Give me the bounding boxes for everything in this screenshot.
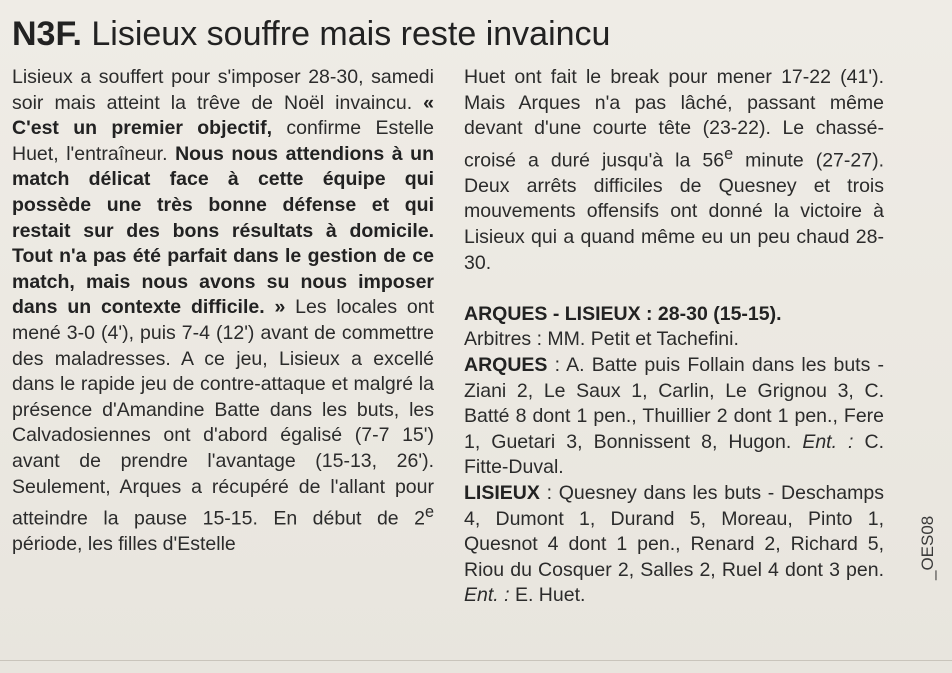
lisieux-lineup (464, 481, 884, 609)
score-line: ARQUES - LISIEUX : 28-30 (15-15). (464, 302, 782, 325)
article-body-right (464, 65, 884, 276)
arques-coach: C. Fitte-Duval. (464, 430, 884, 479)
arques-lineup (464, 353, 884, 481)
coach-label: Ent. : (464, 584, 510, 607)
paragraph-gap (464, 276, 884, 302)
ordinal-suffix: e (724, 144, 734, 163)
match-narrative: Les locales ont mené 3-0 (4'), puis 7-4 (12') avant de commettre des maladresses. A ce jeu, Lisieux a excellé dans le rapide jeu de contre-attaque et malgré la présence d'Amandine Batte dans les buts, les Calvadosiennes ont d'abord égalisé (7-7 15') avant de prendre l'avantage (15-13, 26'). Seulement, Arques a récupéré de l'allant pour atteindre la pause 15-15. En début de 2 (12, 296, 434, 530)
team-label-arques: ARQUES (464, 354, 548, 377)
headline-section-tag: N3F. (12, 15, 82, 53)
match-narrative-end: période, les filles d'Estelle (12, 533, 236, 556)
arques-players: : A. Batte puis Follain dans les buts - Ziani 2, Le Saux 1, Carlin, Le Grignou 3, C. Batté 8 dont 1 pen., Thuillier 2 dont 1 pen., Fere 1, Guetari 3, Bonnissent 8, Hugon. (464, 354, 884, 453)
team-label-lisieux: LISIEUX (464, 482, 540, 504)
ordinal-suffix: e (424, 503, 434, 522)
article-column-right (464, 65, 884, 609)
article-body-left (12, 65, 434, 558)
edition-code: _OES08 (918, 515, 937, 580)
intro-text: Lisieux a souffert pour s'imposer 28-30, samedi soir mais atteint la trêve de Noël invaincu. (12, 66, 434, 114)
lisieux-players: : Quesney dans les buts - Deschamps 4, Dumont 1, Durand 5, Moreau, Pinto 1, Quesnot 4 dont 1 pen., Renard 2, Richard 5, Riou du Cosquer 2, Salles 2, Ruel 4 dont 3 pen. (464, 482, 884, 581)
article-headline (12, 14, 610, 54)
bottom-divider (0, 660, 952, 661)
headline-title: Lisieux souffre mais reste invaincu (91, 15, 611, 53)
coach-label: Ent. : (802, 430, 854, 453)
quote-body: Nous nous attendions à un match délicat face à cette équipe qui possède une très bonne défense et qui restait sur des bons résultats à domicile. Tout n'a pas été parfait dans le gestion de ce match, mais nous avons su nous imposer dans un contexte difficile. » (12, 142, 434, 319)
match-narrative-continued: Huet ont fait le break pour mener 17-22 (41'). Mais Arques n'a pas lâché, passant même devant d'une courte tête (23-22). Le chassé-croisé a duré jusqu'à la 56 (464, 66, 884, 172)
quote-opening: « C'est un premier objectif, (12, 91, 434, 140)
match-conclusion: minute (27-27). Deux arrêts difficiles de Quesney et trois mouvements offensifs ont donné la victoire à Lisieux qui a quand même eu un peu chaud 28-30. (464, 149, 884, 274)
article-column-left (12, 65, 434, 558)
lisieux-coach: E. Huet. (509, 584, 586, 607)
quote-attribution: confirme Estelle Huet, l'entraîneur. (12, 117, 434, 165)
referees-line: Arbitres : MM. Petit et Tachefini. (464, 328, 739, 351)
